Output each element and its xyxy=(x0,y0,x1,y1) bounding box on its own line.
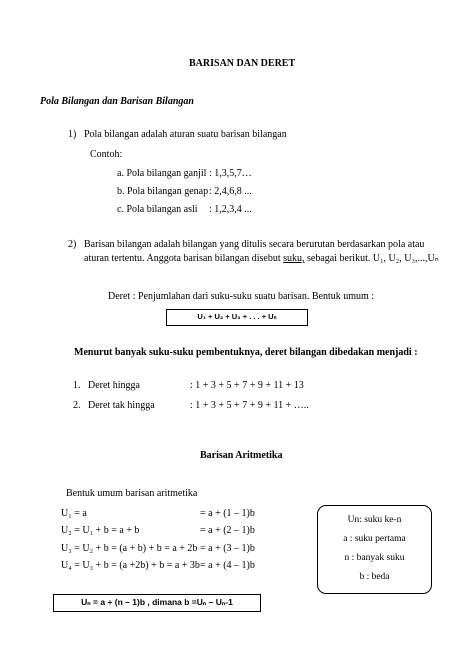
list-label: Deret tak hingga xyxy=(88,400,155,411)
example-value: : 2,4,6,8 ... xyxy=(209,186,252,197)
example-label: a. Pola bilangan ganjil xyxy=(117,168,207,179)
item-number: 1) xyxy=(68,129,77,140)
legend-item: Un: suku ke-n xyxy=(347,515,402,525)
sequence-formula: = a + (3 – 1)b xyxy=(200,543,255,554)
item-text: Pola bilangan adalah aturan suatu barisan bilangan xyxy=(84,129,287,140)
section-subheading: Menurut banyak suku-suku pembentuknya, deret bilangan dibedakan menjadi : xyxy=(74,347,418,358)
section-heading: Barisan Aritmetika xyxy=(200,450,283,461)
sequence-formula: = a + (1 – 1)b xyxy=(200,508,255,519)
sequence-term: U₁ = a xyxy=(61,508,87,519)
intro-text: Bentuk umum barisan aritmetika xyxy=(66,488,198,499)
example-label: b. Pola bilangan genap xyxy=(117,186,209,197)
legend-item: n : banyak suku xyxy=(344,553,405,563)
item-text-line: aturan tertentu. Anggota barisan bilangan disebut suku, sebagai berikut. U₁, U₂, U₃,...,Uₙ xyxy=(84,253,439,264)
page-title: BARISAN DAN DERET xyxy=(189,58,296,69)
example-value: : 1,2,3,4 ... xyxy=(209,204,252,215)
formula-text: U₁ + U₂ + U₃ + . . . + Uₙ xyxy=(197,312,277,321)
sequence-term: U₂ = U₁ + b = a + b xyxy=(61,525,140,536)
sequence-formula: = a + (2 – 1)b xyxy=(200,525,255,536)
example-label: Contoh: xyxy=(90,149,123,160)
list-number: 2. xyxy=(73,400,81,411)
deret-definition: Deret : Penjumlahan dari suku-suku suatu barisan. Bentuk umum : xyxy=(108,291,375,302)
list-value: : 1 + 3 + 5 + 7 + 9 + 11 + ….. xyxy=(190,400,309,411)
item-text-line: Barisan bilangan adalah bilangan yang ditulis secara berurutan berdasarkan pola atau xyxy=(84,239,425,250)
list-number: 1. xyxy=(73,380,81,391)
formula-box xyxy=(53,594,261,612)
example-value: : 1,3,5,7… xyxy=(209,168,252,179)
sequence-term: U₄ = U₃ + b = (a +2b) + b = a + 3b xyxy=(61,560,200,571)
section-heading: Pola Bilangan dan Barisan Bilangan xyxy=(40,96,194,107)
list-value: : 1 + 3 + 5 + 7 + 9 + 11 + 13 xyxy=(190,380,304,391)
list-label: Deret hingga xyxy=(88,380,140,391)
example-label: c. Pola bilangan asli xyxy=(117,204,198,215)
formula-box xyxy=(166,309,308,326)
legend-item: b : beda xyxy=(359,572,390,582)
legend-item: a : suku pertama xyxy=(343,534,406,544)
formula-text: Uₙ = a + (n – 1)b , dimana b =Uₙ – Uₙ-1 xyxy=(81,597,233,607)
legend-box xyxy=(317,505,432,594)
sequence-formula: = a + (4 – 1)b xyxy=(200,560,255,571)
sequence-term: U₃ = U₂ + b = (a + b) + b = a + 2b xyxy=(61,543,198,554)
item-number: 2) xyxy=(68,239,77,250)
